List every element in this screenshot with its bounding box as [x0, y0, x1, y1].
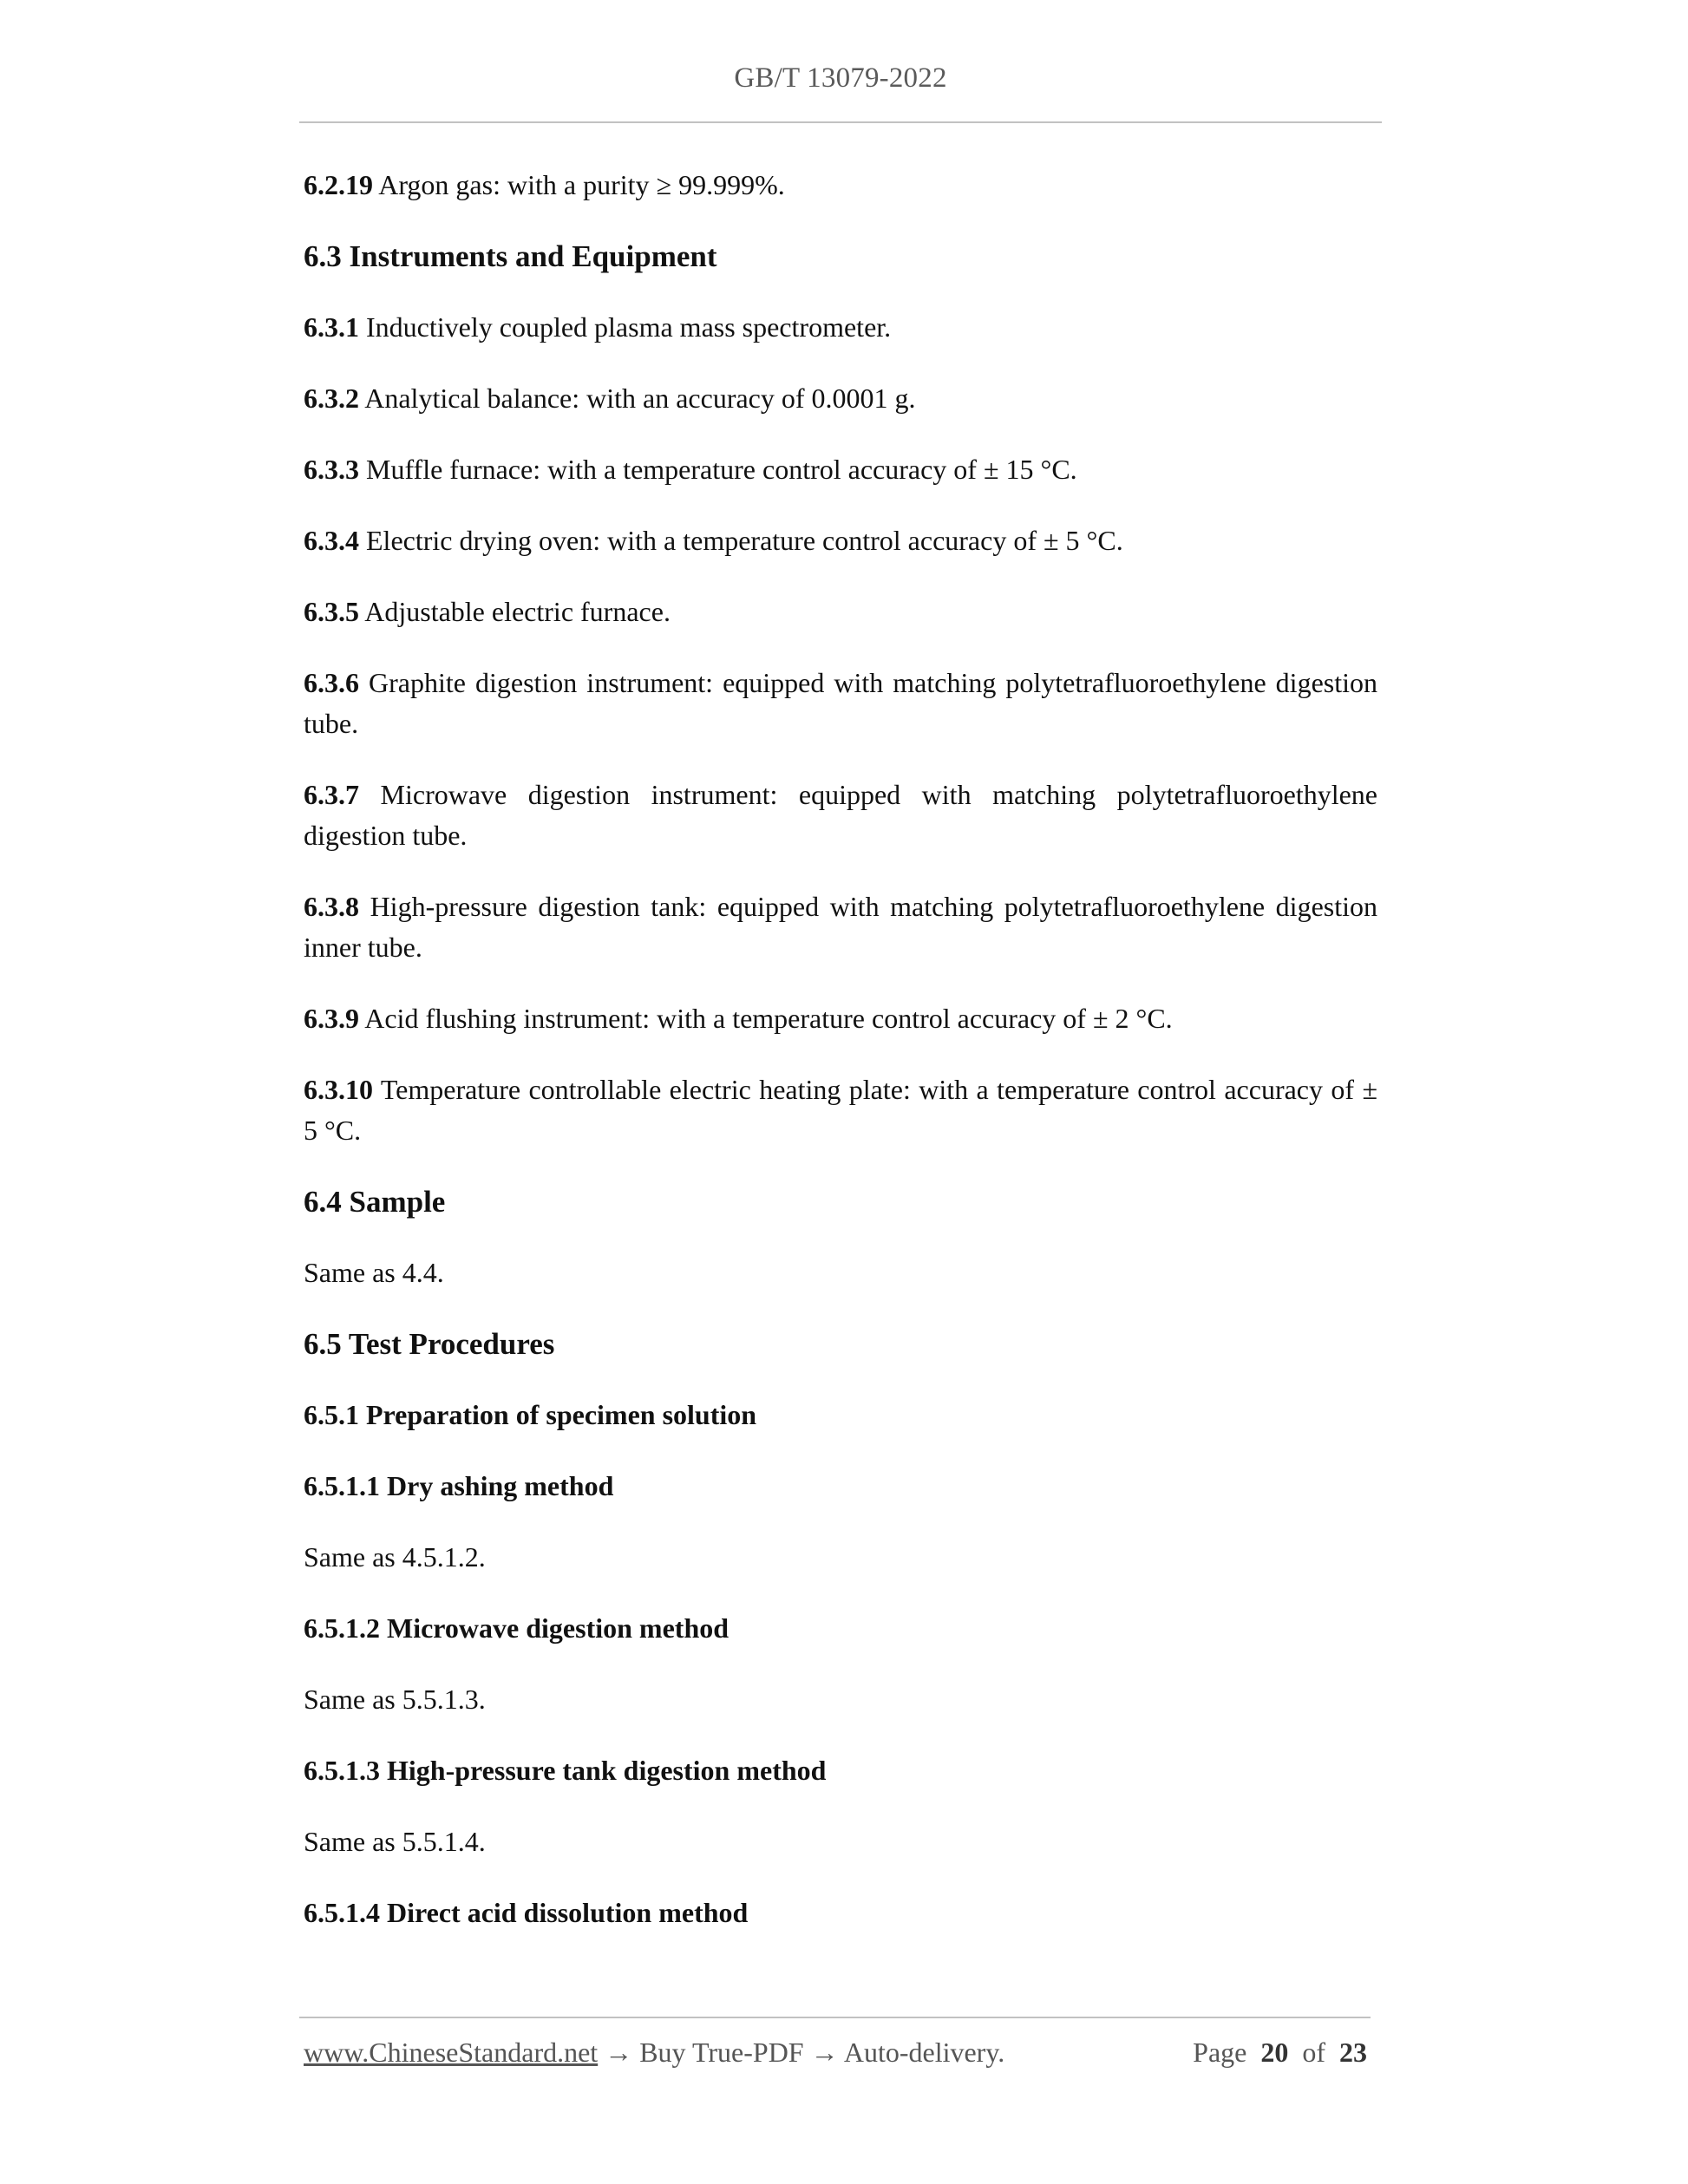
page-footer — [304, 2037, 1371, 2078]
clause-text: Same as 4.5.1.2. — [304, 1541, 486, 1573]
body-paragraph — [304, 520, 1377, 561]
body-paragraph — [304, 886, 1377, 968]
header-divider — [299, 121, 1382, 123]
buy-true-pdf-text: Buy True-PDF — [639, 2037, 804, 2068]
subsection-heading: 6.5.1 Preparation of specimen solution — [304, 1399, 757, 1430]
body-paragraph — [304, 307, 1377, 348]
footer-promo — [304, 2037, 1004, 2069]
page-current: 20 — [1260, 2037, 1289, 2068]
subsection-heading: 6.5.1.3 High-pressure tank digestion method — [304, 1755, 827, 1786]
clause-number: 6.3.1 — [304, 311, 359, 343]
clause-text: Same as 5.5.1.3. — [304, 1684, 486, 1715]
subsection-heading: 6.5.1.4 Direct acid dissolution method — [304, 1897, 749, 1928]
section-heading: 6.5 Test Procedures — [304, 1327, 555, 1361]
body-paragraph — [304, 592, 1377, 632]
clause-text: Electric drying oven: with a temperature control accuracy of ± 5 °C. — [366, 525, 1123, 556]
clause-number: 6.3.5 — [304, 596, 359, 627]
clause-text: Analytical balance: with an accuracy of 0.0001 g. — [364, 383, 916, 414]
body-paragraph — [304, 1252, 1377, 1293]
body-paragraph — [304, 165, 1377, 206]
clause-number: 6.3.2 — [304, 383, 359, 414]
page-total: 23 — [1339, 2037, 1367, 2068]
section-heading: 6.4 Sample — [304, 1185, 446, 1219]
body-paragraph — [304, 1069, 1377, 1151]
clause-number: 6.3.10 — [304, 1074, 373, 1105]
page-of-label: of — [1302, 2037, 1325, 2068]
page-label: Page — [1193, 2037, 1247, 2068]
clause-text: Acid flushing instrument: with a temperature control accuracy of ± 2 °C. — [364, 1003, 1173, 1034]
clause-text: Inductively coupled plasma mass spectrometer. — [366, 311, 892, 343]
subsection-heading: 6.5.1.1 Dry ashing method — [304, 1470, 614, 1501]
clause-text: High-pressure digestion tank: equipped with matching polytetrafluoroethylene digestion inner tube. — [304, 891, 1378, 963]
clause-text: Same as 5.5.1.4. — [304, 1826, 486, 1857]
arrow-right-icon: → — [605, 2037, 633, 2068]
clause-text: Temperature controllable electric heating plate: with a temperature control accuracy of ± 5 °C. — [304, 1074, 1378, 1146]
body-paragraph — [304, 1821, 1377, 1862]
page-header-title: GB/T 13079-2022 — [734, 62, 947, 94]
body-paragraph — [304, 1679, 1377, 1720]
clause-text: Graphite digestion instrument: equipped with matching polytetrafluoroethylene digestion tube. — [304, 667, 1378, 739]
section-heading: 6.3 Instruments and Equipment — [304, 239, 717, 273]
body-paragraph — [304, 1537, 1377, 1578]
clause-text: Muffle furnace: with a temperature control accuracy of ± 15 °C. — [366, 454, 1077, 485]
document-body — [304, 165, 1377, 1964]
subsection-heading: 6.5.1.2 Microwave digestion method — [304, 1612, 730, 1644]
footer-divider — [299, 2017, 1371, 2018]
page-number — [1193, 2037, 1367, 2069]
body-paragraph — [304, 663, 1377, 744]
clause-text: Argon gas: with a purity ≥ 99.999%. — [378, 169, 785, 200]
clause-number: 6.3.8 — [304, 891, 359, 922]
clause-number: 6.3.9 — [304, 1003, 359, 1034]
body-paragraph — [304, 775, 1377, 856]
clause-text: Same as 4.4. — [304, 1257, 444, 1288]
clause-number: 6.3.7 — [304, 779, 359, 810]
clause-number: 6.3.3 — [304, 454, 359, 485]
body-paragraph — [304, 449, 1377, 490]
auto-delivery-text: Auto-delivery. — [843, 2037, 1005, 2068]
chinesestandard-link[interactable]: www.ChineseStandard.net — [304, 2037, 599, 2068]
body-paragraph — [304, 378, 1377, 419]
arrow-right-icon: → — [810, 2037, 839, 2068]
clause-text: Microwave digestion instrument: equipped with matching polytetrafluoroethylene digestion tube. — [304, 779, 1378, 851]
clause-number: 6.3.6 — [304, 667, 359, 698]
clause-text: Adjustable electric furnace. — [364, 596, 671, 627]
body-paragraph — [304, 998, 1377, 1039]
clause-number: 6.2.19 — [304, 169, 373, 200]
clause-number: 6.3.4 — [304, 525, 359, 556]
